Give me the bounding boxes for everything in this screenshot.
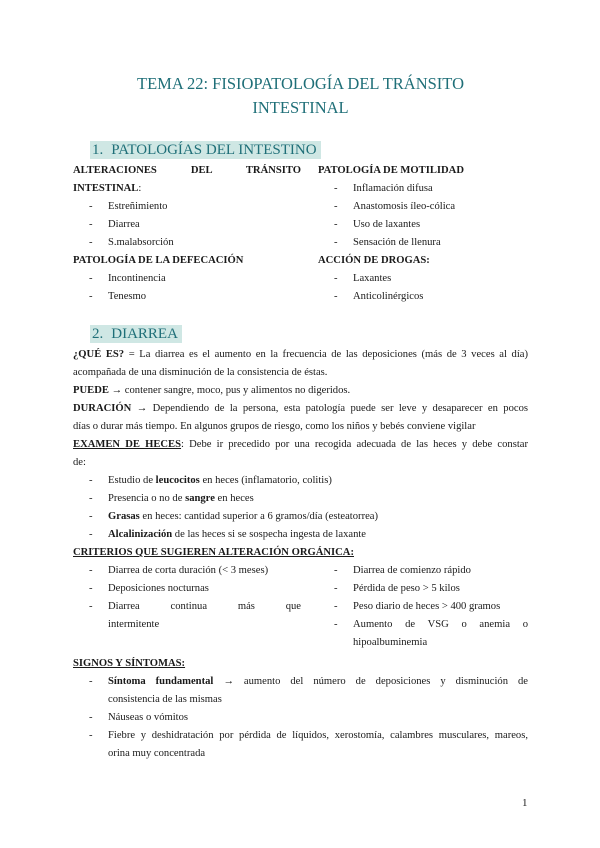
list-item: - Grasas en heces: cantidad superior a 6 gramos/día (esteatorrea): [89, 511, 379, 522]
defecacion-heading: PATOLOGÍA DE LA DEFECACIÓN: [73, 255, 244, 266]
criterios-left-column: [73, 562, 301, 634]
signos-heading: SIGNOS Y SÍNTOMAS:: [73, 658, 186, 669]
list-item: - Náuseas o vómitos: [89, 712, 189, 723]
list-item: - Fiebre y deshidratación por pérdida de líquidos, xerostomía, calambres musculares, mareos,: [89, 730, 528, 741]
motilidad-heading: PATOLOGÍA DE MOTILIDAD: [318, 165, 464, 176]
section-1-heading: [90, 141, 321, 159]
title-line-2: INTESTINAL: [252, 98, 349, 117]
duracion-line2: días o durar más tiempo. En algunos grupos de riesgo, como los niños y bebés conviene vigilar: [73, 421, 476, 432]
list-item: - Diarrea de comienzo rápido: [334, 565, 471, 576]
list-item: - Diarrea de corta duración (< 3 meses): [89, 565, 269, 576]
criterios-heading: CRITERIOS QUE SUGIEREN ALTERACIÓN ORGÁNICA:: [73, 547, 354, 558]
duracion-line1: DURACIÓN → Dependiendo de la persona, esta patología puede ser leve y desaparecer en pocos: [73, 403, 528, 414]
list-item: - Estreñimiento: [89, 201, 168, 212]
list-item-continuation: consistencia de las mismas: [108, 694, 222, 705]
list-item: - Sensación de llenura: [334, 237, 441, 248]
list-item: - Deposiciones nocturnas: [89, 583, 209, 594]
alteraciones-heading-line2: INTESTINAL:: [73, 183, 142, 194]
list-item: - Peso diario de heces > 400 gramos: [334, 601, 501, 612]
signos-section: [73, 655, 528, 763]
list-item: - Diarrea: [89, 219, 140, 230]
list-item: - Anticolinérgicos: [334, 291, 424, 302]
page-number: 1: [522, 797, 528, 809]
list-item: - Anastomosis íleo-cólica: [334, 201, 456, 212]
list-item-continuation: orina muy concentrada: [108, 748, 206, 759]
list-item-continuation: intermitente: [108, 619, 160, 630]
section-1-number: 1.: [92, 142, 104, 158]
drogas-heading: ACCIÓN DE DROGAS:: [318, 255, 430, 266]
alteraciones-heading-line1: ALTERACIONES DEL TRÁNSITO: [73, 165, 301, 176]
list-item: - Laxantes: [334, 273, 392, 284]
que-es-line1: ¿QUÉ ES? = La diarrea es el aumento en la frecuencia de las deposiciones (más de 3 veces al día): [73, 349, 528, 360]
list-item-continuation: hipoalbuminemia: [353, 637, 428, 648]
section-2-number: 2.: [92, 326, 104, 342]
list-item: - Uso de laxantes: [334, 219, 421, 230]
list-item: - Incontinencia: [89, 273, 166, 284]
que-es-line2: acompañada de una disminución de la consistencia de éstas.: [73, 367, 328, 378]
document-title: [73, 72, 528, 120]
section-2-title: DIARREA: [111, 326, 178, 342]
list-item: - Alcalinización de las heces si se sospecha ingesta de laxante: [89, 529, 367, 540]
list-item: - Pérdida de peso > 5 kilos: [334, 583, 460, 594]
list-item: - Tenesmo: [89, 291, 147, 302]
list-item: - Diarrea continua más que: [89, 601, 301, 612]
title-line-1: TEMA 22: FISIOPATOLOGÍA DEL TRÁNSITO: [137, 74, 464, 93]
list-item: - Aumento de VSG o anemia o: [334, 619, 528, 630]
examen-line2: de:: [73, 457, 86, 468]
list-item: - Estudio de leucocitos en heces (inflamatorio, colitis): [89, 475, 332, 486]
list-item: - Presencia o no de sangre en heces: [89, 493, 254, 504]
list-item: - S.malabsorción: [89, 237, 174, 248]
criterios-right-column: [318, 562, 528, 652]
list-item: - Inflamación difusa: [334, 183, 433, 194]
section-2-body: [73, 346, 528, 562]
section-2-heading: [90, 325, 182, 343]
list-item: - Síntoma fundamental → aumento del número de deposiciones y disminución de: [89, 676, 529, 687]
section-1-left-column: [73, 162, 301, 306]
section-1-title: PATOLOGÍAS DEL INTESTINO: [111, 142, 317, 158]
section-1-right-column: [318, 162, 528, 306]
examen-line1: EXAMEN DE HECES: Debe ir precedido por una recogida adecuada de las heces y debe constar: [73, 439, 528, 450]
puede-line: PUEDE → contener sangre, moco, pus y alimentos no digeridos.: [73, 385, 351, 396]
